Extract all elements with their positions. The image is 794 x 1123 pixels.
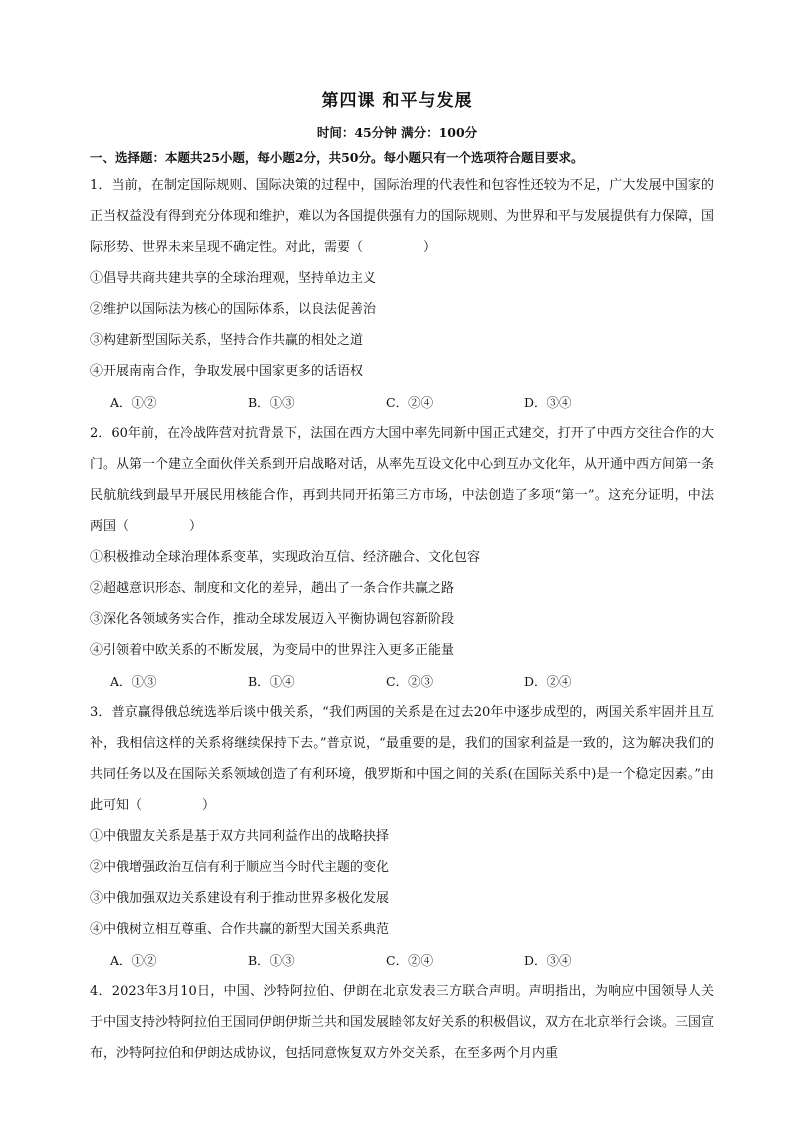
choice-a: A．①② [110, 395, 157, 410]
question-2 [90, 418, 714, 697]
statement-option: ④引领着中欧关系的不断发展，为变局中的世界注入更多正能量 [90, 643, 455, 658]
section-heading: 一、选择题：本题共25小题，每小题2分，共50分。每小题只有一个选项符合题目要求。 [90, 150, 584, 165]
choice-d: D．③④ [524, 395, 572, 410]
question-1 [90, 170, 714, 418]
statement-option: ①倡导共商共建共享的全球治理观，坚持单边主义 [90, 271, 377, 286]
choice-c: C．②④ [386, 395, 434, 410]
statement-option: ①积极推动全球治理体系变革，实现政治互信、经济融合、文化包容 [90, 550, 481, 565]
question-stem: 3．普京赢得俄总统选举后谈中俄关系，“我们两国的关系是在过去20年中逐步成型的，两国关系牢固并且互补，我相信这样的关系将继续保持下去。”普京说，“最重要的是，我们的国家利益是一致的，这为解决我们的共同任务以及在国际关系领域创造了有利环境，俄罗斯和中国之间的关系(在国际关系中)是一个稳定因素。”由此可知（ ） [90, 705, 714, 813]
question-list [90, 170, 714, 1069]
answer-choices [90, 945, 714, 976]
statement-option: ②维护以国际法为核心的国际体系，以良法促善治 [90, 302, 377, 317]
question-4 [90, 976, 714, 1069]
statement-option: ④中俄树立相互尊重、合作共赢的新型大国关系典范 [90, 922, 390, 937]
choice-b: B．①③ [248, 395, 295, 410]
exam-meta: 时间：45分钟 满分：100分 [316, 125, 478, 140]
choice-d: D．③④ [524, 953, 572, 968]
statement-option: ③深化各领域务实合作，推动全球发展迈入平衡协调包容新阶段 [90, 612, 455, 627]
page-title: 第四课 和平与发展 [321, 91, 473, 111]
question-stem: 1．当前，在制定国际规则、国际决策的过程中，国际治理的代表性和包容性还较为不足，广大发展中国家的正当权益没有得到充分体现和维护，难以为各国提供强有力的国际规则、为世界和平与发展提供有力保障，国际形势、世界未来呈现不确定性。对此，需要（ ） [90, 178, 715, 255]
statement-option: ②中俄增强政治互信有利于顺应当今时代主题的变化 [90, 860, 390, 875]
answer-choices [90, 666, 714, 697]
question-stem: 2．60年前，在冷战阵营对抗背景下，法国在西方大国中率先同新中国正式建交，打开了中西方交往合作的大门。从第一个建立全面伙伴关系到开启战略对话，从率先互设文化中心到互办文化年，从开通中西方间第一条民航航线到最早开展民用核能合作，再到共同开拓第三方市场，中法创造了多项“第一”。这充分证明，中法两国（ ） [90, 426, 715, 534]
statement-option: ②超越意识形态、制度和文化的差异，趟出了一条合作共赢之路 [90, 581, 455, 596]
question-stem: 4．2023年3月10日，中国、沙特阿拉伯、伊朗在北京发表三方联合声明。声明指出，为响应中国领导人关于中国支持沙特阿拉伯王国同伊朗伊斯兰共和国发展睦邻友好关系的积极倡议，双方在北京举行会谈。三国宣布，沙特阿拉伯和伊朗达成协议，包括同意恢复双方外交关系，在至多两个月内重 [90, 984, 715, 1061]
answer-choices [90, 387, 714, 418]
choice-b: B．①④ [248, 674, 295, 689]
question-3 [90, 697, 714, 976]
choice-a: A．①③ [110, 674, 157, 689]
choice-d: D．②④ [524, 674, 572, 689]
choice-c: C．②④ [386, 953, 434, 968]
choice-b: B．①③ [248, 953, 295, 968]
choice-c: C．②③ [386, 674, 434, 689]
statement-option: ①中俄盟友关系是基于双方共同利益作出的战略抉择 [90, 829, 390, 844]
statement-option: ④开展南南合作，争取发展中国家更多的话语权 [90, 364, 364, 379]
choice-a: A．①② [110, 953, 157, 968]
statement-option: ③中俄加强双边关系建设有利于推动世界多极化发展 [90, 891, 390, 906]
statement-option: ③构建新型国际关系，坚持合作共赢的相处之道 [90, 333, 364, 348]
